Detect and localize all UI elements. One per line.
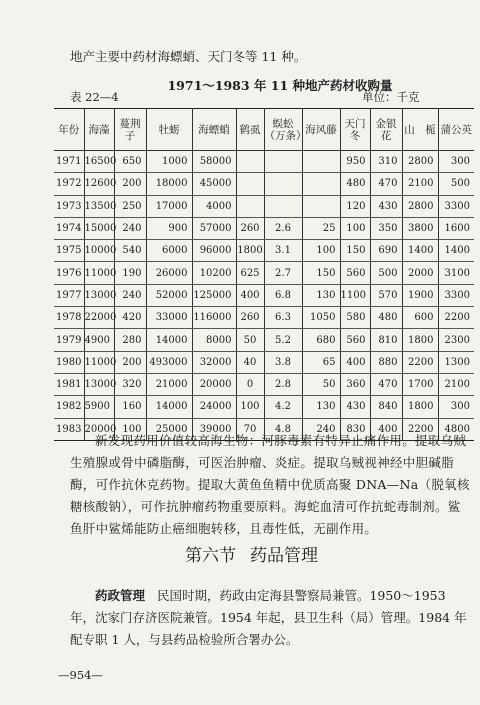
year-cell: 1974 [54,217,84,239]
value-cell: 3.1 [264,240,302,262]
value-cell: 570 [370,284,402,306]
value-cell: 52000 [146,284,192,306]
value-cell: 1800 [402,396,438,418]
value-cell: 8000 [192,329,236,351]
value-cell: 5.2 [264,329,302,351]
value-cell: 2800 [402,195,438,217]
value-cell: 240 [114,217,146,239]
paragraph-body: 民国时期，药政由定海县警察局兼管。1950～1953 年，沈家门存济医院兼管。1954 年起，县卫生科（局）管理。1984 年配专职 1 人，与县药品检验所合署办公。 [70,588,467,647]
value-cell: 150 [302,262,340,284]
table-unit: 单位：千克 [362,90,420,104]
value-cell: 6.3 [264,307,302,329]
value-cell: 1700 [402,373,438,395]
value-cell: 3100 [438,262,474,284]
value-cell: 3300 [438,195,474,217]
value-cell: 96000 [192,240,236,262]
value-cell: 2300 [438,329,474,351]
value-cell [236,151,264,173]
value-cell: 40 [236,351,264,373]
column-header: 鹤虱 [236,109,264,151]
value-cell: 1300 [438,351,474,373]
year-cell: 1976 [54,262,84,284]
value-cell: 1900 [402,284,438,306]
table-row [54,307,474,329]
year-cell: 1972 [54,173,84,195]
column-header: 年份 [54,109,84,151]
value-cell: 1400 [438,240,474,262]
value-cell: 1000 [146,151,192,173]
value-cell: 4900 [84,329,114,351]
value-cell: 2200 [402,418,438,440]
value-cell: 880 [370,351,402,373]
value-cell: 650 [114,151,146,173]
value-cell: 4.2 [264,396,302,418]
value-cell [264,151,302,173]
value-cell: 1400 [402,240,438,262]
value-cell: 2200 [402,351,438,373]
value-cell: 1800 [236,240,264,262]
value-cell: 18000 [146,173,192,195]
column-header: 山 栀 [402,109,438,151]
value-cell: 15000 [84,217,114,239]
value-cell: 470 [370,173,402,195]
value-cell: 58000 [192,151,236,173]
value-cell: 2.7 [264,262,302,284]
page-number: —954— [58,668,103,682]
year-cell: 1971 [54,151,84,173]
value-cell: 14000 [146,396,192,418]
value-cell: 400 [236,284,264,306]
table-number: 表 22—4 [70,90,119,104]
value-cell: 50 [236,329,264,351]
value-cell: 4.8 [264,418,302,440]
paragraph-marine-medicine: 新发现药用价值较高海生物：河豚毒素有特异止痛作用。提取乌贼生殖腺或骨中磷脂酶，可医治肿瘤、炎症。提取乌贼视神经中胆碱脂酶，可作抗休克药物。提取大黄鱼鱼精中优质高聚 DNA—Na（脱氧核糖核酸钠），可作抗肿瘤药物重要原料。海蛇血清可作抗蛇毒制剂。鲨鱼肝中鲨烯能防止癌细胞转移，且毒性低，无副作用。 [70,433,470,536]
value-cell: 250 [114,195,146,217]
value-cell: 3300 [438,284,474,306]
column-header: 蒲公英 [438,109,474,151]
value-cell: 39000 [192,418,236,440]
value-cell: 430 [340,396,370,418]
value-cell: 360 [340,373,370,395]
table-row [54,351,474,373]
year-cell: 1975 [54,240,84,262]
value-cell: 2100 [438,373,474,395]
value-cell: 11000 [84,262,114,284]
table-row [54,284,474,306]
value-cell: 120 [340,195,370,217]
value-cell: 116000 [192,307,236,329]
year-cell: 1973 [54,195,84,217]
table-row [54,173,474,195]
table-row [54,262,474,284]
value-cell: 500 [370,262,402,284]
year-cell: 1983 [54,418,84,440]
value-cell: 840 [370,396,402,418]
column-header: 牡蛎 [146,109,192,151]
value-cell: 0 [236,373,264,395]
table-row [54,373,474,395]
value-cell: 6000 [146,240,192,262]
table-header-row [54,109,474,151]
value-cell: 470 [370,373,402,395]
column-header: 海风藤 [302,109,340,151]
value-cell [264,173,302,195]
value-cell: 25 [302,217,340,239]
column-header: 海螵蛸 [192,109,236,151]
value-cell: 24000 [192,396,236,418]
value-cell: 320 [114,373,146,395]
value-cell: 32000 [192,351,236,373]
value-cell: 493000 [146,351,192,373]
year-cell: 1981 [54,373,84,395]
value-cell: 690 [370,240,402,262]
value-cell: 125000 [192,284,236,306]
value-cell: 810 [370,329,402,351]
value-cell: 1600 [438,217,474,239]
value-cell [302,173,340,195]
column-header: 金银花 [370,109,402,151]
value-cell: 100 [302,240,340,262]
value-cell: 6.8 [264,284,302,306]
value-cell: 45000 [192,173,236,195]
value-cell: 50 [302,373,340,395]
value-cell: 200 [114,351,146,373]
value-cell: 16500 [84,151,114,173]
value-cell: 600 [402,307,438,329]
value-cell [302,195,340,217]
table-row [54,396,474,418]
column-header: 蔓荆子 [114,109,146,151]
value-cell: 100 [236,396,264,418]
year-cell: 1982 [54,396,84,418]
value-cell: 580 [340,307,370,329]
value-cell: 500 [438,173,474,195]
value-cell: 1100 [340,284,370,306]
table-row [54,329,474,351]
value-cell: 150 [340,240,370,262]
value-cell: 2800 [402,151,438,173]
year-cell: 1980 [54,351,84,373]
value-cell: 33000 [146,307,192,329]
section-heading [185,541,332,566]
table-row [54,151,474,173]
value-cell: 480 [340,173,370,195]
value-cell: 20000 [192,373,236,395]
value-cell: 350 [370,217,402,239]
value-cell: 100 [114,418,146,440]
value-cell: 100 [340,217,370,239]
year-cell: 1979 [54,329,84,351]
year-cell: 1977 [54,284,84,306]
value-cell: 1050 [302,307,340,329]
value-cell: 260 [236,217,264,239]
value-cell: 300 [438,151,474,173]
value-cell: 680 [302,329,340,351]
value-cell: 65 [302,351,340,373]
table-row [54,240,474,262]
value-cell: 830 [340,418,370,440]
table-row [54,217,474,239]
herb-purchase-table [54,108,474,441]
value-cell: 13000 [84,373,114,395]
value-cell: 130 [302,396,340,418]
value-cell: 240 [302,418,340,440]
value-cell: 2000 [402,262,438,284]
value-cell: 3.8 [264,351,302,373]
value-cell: 950 [340,151,370,173]
value-cell: 12600 [84,173,114,195]
value-cell: 280 [114,329,146,351]
value-cell: 11000 [84,351,114,373]
value-cell: 13500 [84,195,114,217]
value-cell: 13000 [84,284,114,306]
value-cell: 625 [236,262,264,284]
value-cell: 900 [146,217,192,239]
table-row [54,195,474,217]
value-cell: 25000 [146,418,192,440]
section-title: 药品管理 [250,546,318,566]
value-cell: 560 [340,329,370,351]
intro-text: 地产主要中药材海螵蛸、天门冬等 11 种。 [70,49,307,64]
value-cell: 300 [438,396,474,418]
value-cell: 4800 [438,418,474,440]
year-cell: 1978 [54,307,84,329]
value-cell: 2.6 [264,217,302,239]
value-cell: 400 [370,418,402,440]
value-cell: 310 [370,151,402,173]
column-header: 蜈蚣 （万条） [264,109,302,151]
value-cell: 26000 [146,262,192,284]
value-cell [264,195,302,217]
value-cell: 3800 [402,217,438,239]
value-cell [236,195,264,217]
value-cell: 430 [370,195,402,217]
value-cell: 260 [236,307,264,329]
value-cell: 14000 [146,329,192,351]
value-cell: 130 [302,284,340,306]
value-cell [302,151,340,173]
value-cell [236,173,264,195]
value-cell: 2200 [438,307,474,329]
column-header: 海藻 [84,109,114,151]
value-cell: 2100 [402,173,438,195]
value-cell: 70 [236,418,264,440]
value-cell: 190 [114,262,146,284]
table-title: 1971～1983 年 11 种地产药材收购量 [167,78,393,93]
value-cell: 21000 [146,373,192,395]
section-number: 第六节 [185,546,236,566]
value-cell: 10200 [192,262,236,284]
value-cell: 400 [340,351,370,373]
value-cell: 540 [114,240,146,262]
value-cell: 200 [114,173,146,195]
value-cell: 420 [114,307,146,329]
value-cell: 480 [370,307,402,329]
value-cell: 2.8 [264,373,302,395]
value-cell: 240 [114,284,146,306]
paragraph-drug-administration [70,585,472,651]
value-cell: 1800 [402,329,438,351]
value-cell: 10000 [84,240,114,262]
paragraph-heading: 药政管理 [95,588,146,603]
value-cell: 160 [114,396,146,418]
value-cell: 5900 [84,396,114,418]
value-cell: 57000 [192,217,236,239]
value-cell: 17000 [146,195,192,217]
value-cell: 20000 [84,418,114,440]
value-cell: 560 [340,262,370,284]
value-cell: 22000 [84,307,114,329]
value-cell: 4000 [192,195,236,217]
column-header: 天门冬 [340,109,370,151]
